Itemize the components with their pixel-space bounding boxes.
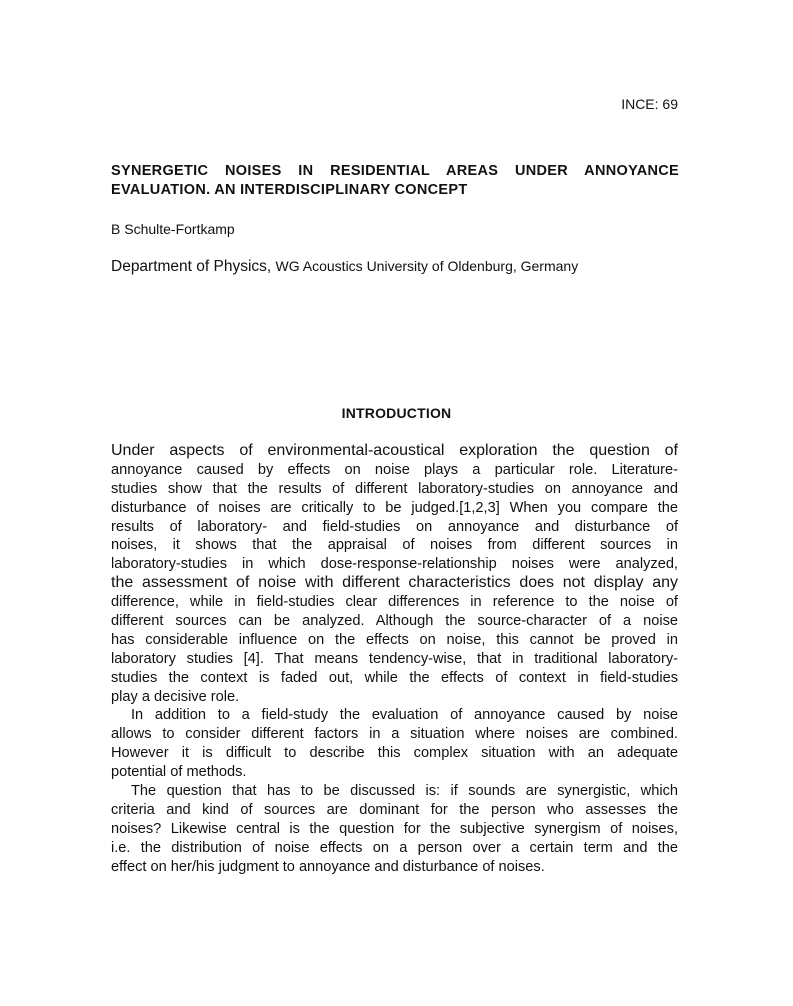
paper-title	[111, 162, 679, 200]
body-line: studies show that the results of different laboratory-studies on annoyance and	[111, 480, 678, 497]
body-line: laboratory studies [4]. That means tendency-wise, that in traditional laboratory-	[111, 650, 678, 667]
body-line: has considerable influence on the effects on noise, this cannot be proved in	[111, 631, 678, 648]
body-line: Under aspects of environmental-acoustical exploration the question of	[111, 442, 678, 459]
affiliation	[111, 258, 578, 276]
body-line: different sources can be analyzed. Although the source-character of a noise	[111, 613, 678, 630]
body-line: potential of methods.	[111, 764, 247, 781]
body-line: laboratory-studies in which dose-response-relationship noises were analyzed,	[111, 556, 678, 573]
page-reference: INCE: 69	[621, 96, 678, 112]
body-line: However it is difficult to describe this complex situation with an adequate	[111, 745, 678, 762]
body-line: results of laboratory- and field-studies on annoyance and disturbance of	[111, 518, 678, 535]
title-line-2: EVALUATION. AN INTERDISCIPLINARY CONCEPT	[111, 182, 468, 198]
body-text	[111, 442, 678, 876]
section-heading: INTRODUCTION	[341, 405, 452, 421]
body-line: i.e. the distribution of noise effects on a person over a certain term and the	[111, 839, 678, 856]
body-line: effect on her/his judgment to annoyance and disturbance of noises.	[111, 858, 545, 875]
body-line: disturbance of noises are critically to be judged.[1,2,3] When you compare the	[111, 499, 678, 516]
body-line: The question that has to be discussed is: if sounds are synergistic, which	[131, 783, 678, 800]
body-line: noises? Likewise central is the question for the subjective synergism of noises,	[111, 820, 678, 837]
body-line: studies the context is faded out, while the effects of context in field-studies	[111, 669, 678, 686]
body-line: In addition to a field-study the evaluation of annoyance caused by noise	[131, 707, 678, 724]
title-line-1: SYNERGETIC NOISES IN RESIDENTIAL AREAS UNDER ANNOYANCE	[111, 163, 679, 179]
body-line: criteria and kind of sources are dominant for the person who assesses the	[111, 801, 678, 818]
affiliation-institution: WG Acoustics University of Oldenburg, Germany	[275, 258, 579, 274]
body-line: allows to consider different factors in a situation where noises are combined.	[111, 726, 678, 743]
body-line: play a decisive role.	[111, 688, 240, 705]
author: B Schulte-Fortkamp	[111, 221, 235, 237]
affiliation-department: Department of Physics,	[111, 258, 272, 275]
body-line: the assessment of noise with different characteristics does not display any	[111, 574, 678, 592]
body-line: difference, while in field-studies clear differences in reference to the noise of	[111, 594, 678, 611]
body-line: annoyance caused by effects on noise plays a particular role. Literature-	[111, 461, 678, 478]
body-line: noises, it shows that the appraisal of noises from different sources in	[111, 537, 678, 554]
